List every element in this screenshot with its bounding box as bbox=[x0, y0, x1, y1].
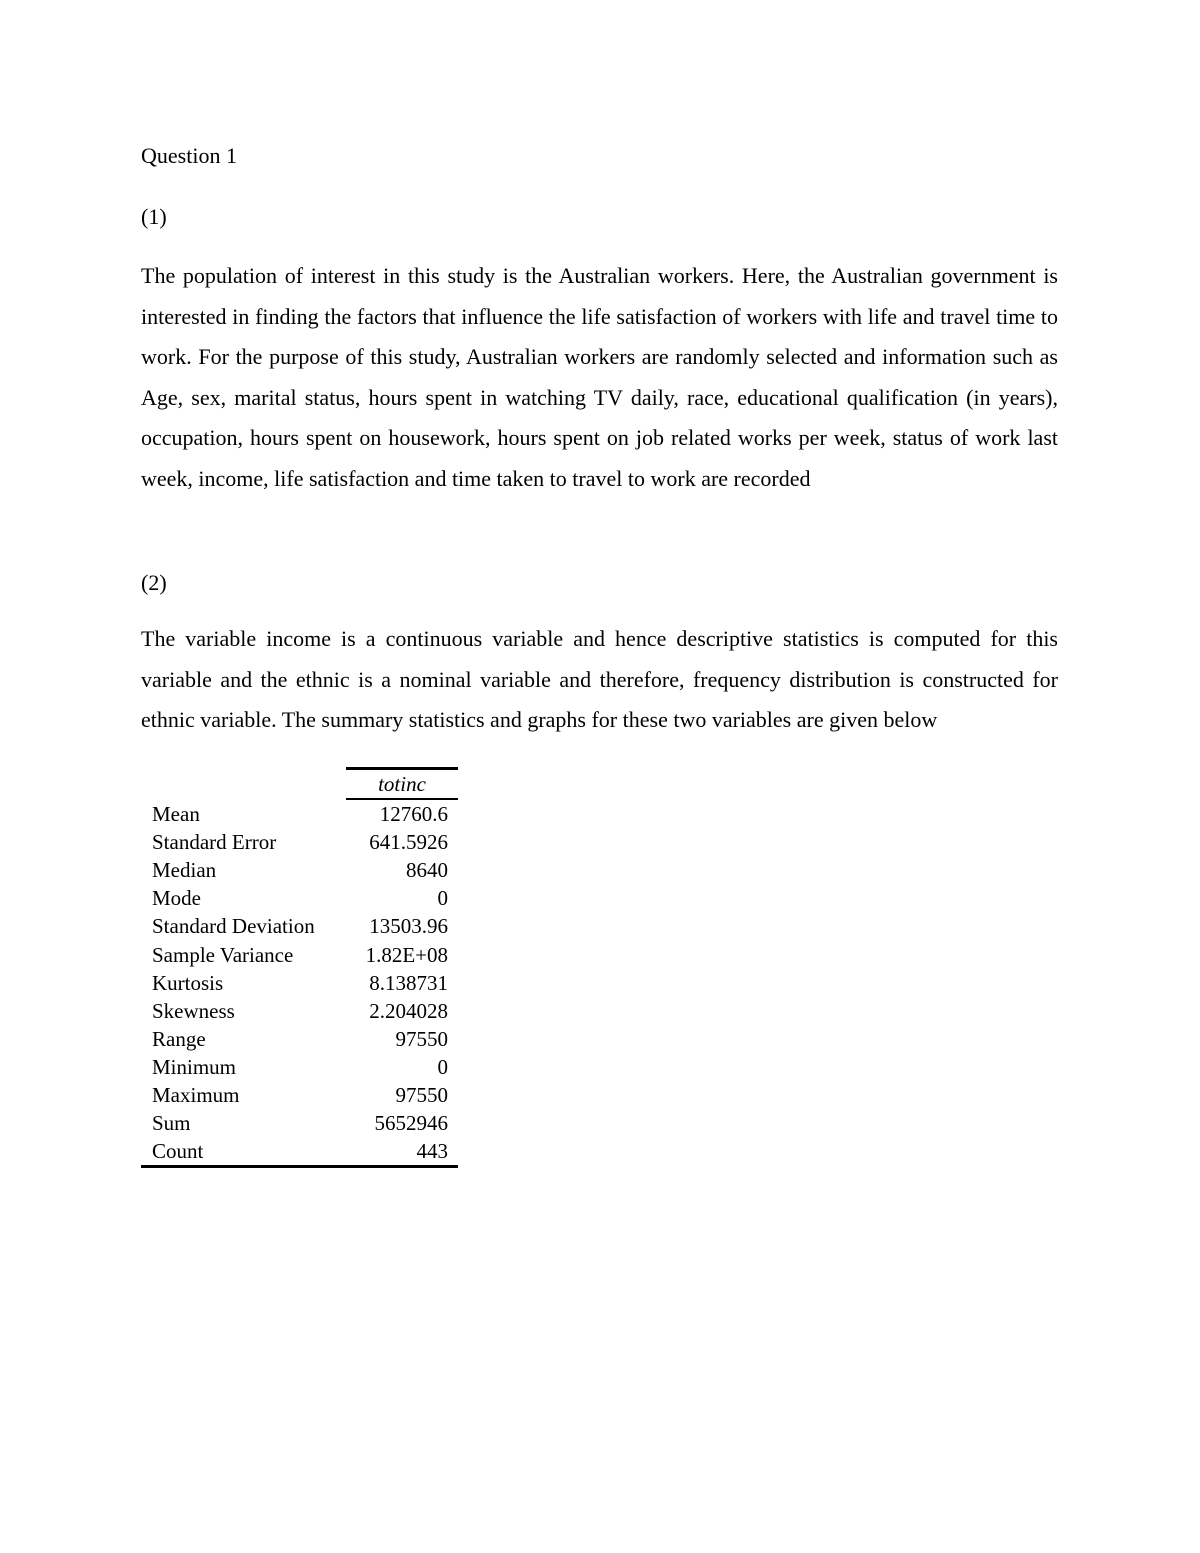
stat-label: Standard Error bbox=[152, 830, 277, 855]
stat-label: Range bbox=[152, 1026, 206, 1051]
table-row bbox=[141, 884, 458, 912]
table-row bbox=[141, 799, 458, 828]
table-row bbox=[141, 1109, 458, 1137]
stat-value: 0 bbox=[437, 886, 448, 911]
stat-label: Kurtosis bbox=[152, 970, 224, 995]
stat-value: 97550 bbox=[395, 1083, 448, 1108]
stat-label: Count bbox=[141, 1137, 346, 1167]
question-title: Question 1 bbox=[141, 143, 237, 168]
table-row bbox=[141, 1053, 458, 1081]
table-row bbox=[141, 856, 458, 884]
stat-value: 8.138731 bbox=[369, 970, 448, 995]
part-2-label: (2) bbox=[141, 570, 167, 595]
stat-value: 12760.6 bbox=[379, 802, 448, 827]
stat-value: 2.204028 bbox=[369, 998, 448, 1023]
stat-label: Standard Deviation bbox=[152, 914, 315, 939]
table-row bbox=[141, 969, 458, 997]
stat-label: Minimum bbox=[152, 1054, 237, 1079]
part-1-paragraph: The population of interest in this study is the Australian workers. Here, the Australian government is interested in finding the factors that influence the life satisfaction of workers with life and travel time to work. For the purpose of this study, Australian workers are randomly selected and information such as Age, sex, marital status, hours spent in watching TV daily, race, educational qualification (in years), occupation, hours spent on housework, hours spent on job related works per week, status of work last week, income, life satisfaction and time taken to travel to work are recorded bbox=[141, 263, 1058, 491]
stat-value: 641.5926 bbox=[369, 830, 448, 855]
stat-value: 1.82E+08 bbox=[365, 942, 448, 967]
table-row bbox=[141, 1137, 458, 1167]
part-2-paragraph: The variable income is a continuous variable and hence descriptive statistics is computed for this variable and the ethnic is a nominal variable and therefore, frequency distribution is constructed for ethnic variable. The summary statistics and graphs for these two variables are given below bbox=[141, 626, 1058, 733]
stat-value: 97550 bbox=[395, 1026, 448, 1051]
column-header-totinc: totinc bbox=[346, 769, 458, 800]
stat-label: Median bbox=[152, 858, 217, 883]
stat-value: 0 bbox=[437, 1054, 448, 1079]
table-row bbox=[141, 1025, 458, 1053]
stat-label: Sample Variance bbox=[152, 942, 294, 967]
table-row bbox=[141, 941, 458, 969]
stat-label: Mode bbox=[152, 886, 201, 911]
table-body bbox=[141, 799, 458, 1167]
stat-label: Sum bbox=[152, 1111, 191, 1136]
table-row bbox=[141, 1081, 458, 1109]
stat-label: Skewness bbox=[152, 998, 235, 1023]
table-corner-cell bbox=[141, 769, 346, 800]
stat-label: Maximum bbox=[152, 1083, 240, 1108]
stat-value: 13503.96 bbox=[369, 914, 448, 939]
table-header-row bbox=[141, 769, 458, 800]
table-row bbox=[141, 828, 458, 856]
table-row bbox=[141, 912, 458, 940]
descriptive-statistics-table bbox=[141, 767, 458, 1168]
table-row bbox=[141, 997, 458, 1025]
stat-label: Mean bbox=[152, 801, 200, 826]
stat-value: 443 bbox=[346, 1137, 458, 1167]
stat-value: 8640 bbox=[406, 858, 448, 883]
stat-value: 5652946 bbox=[374, 1111, 448, 1136]
part-1-label: (1) bbox=[141, 204, 167, 229]
